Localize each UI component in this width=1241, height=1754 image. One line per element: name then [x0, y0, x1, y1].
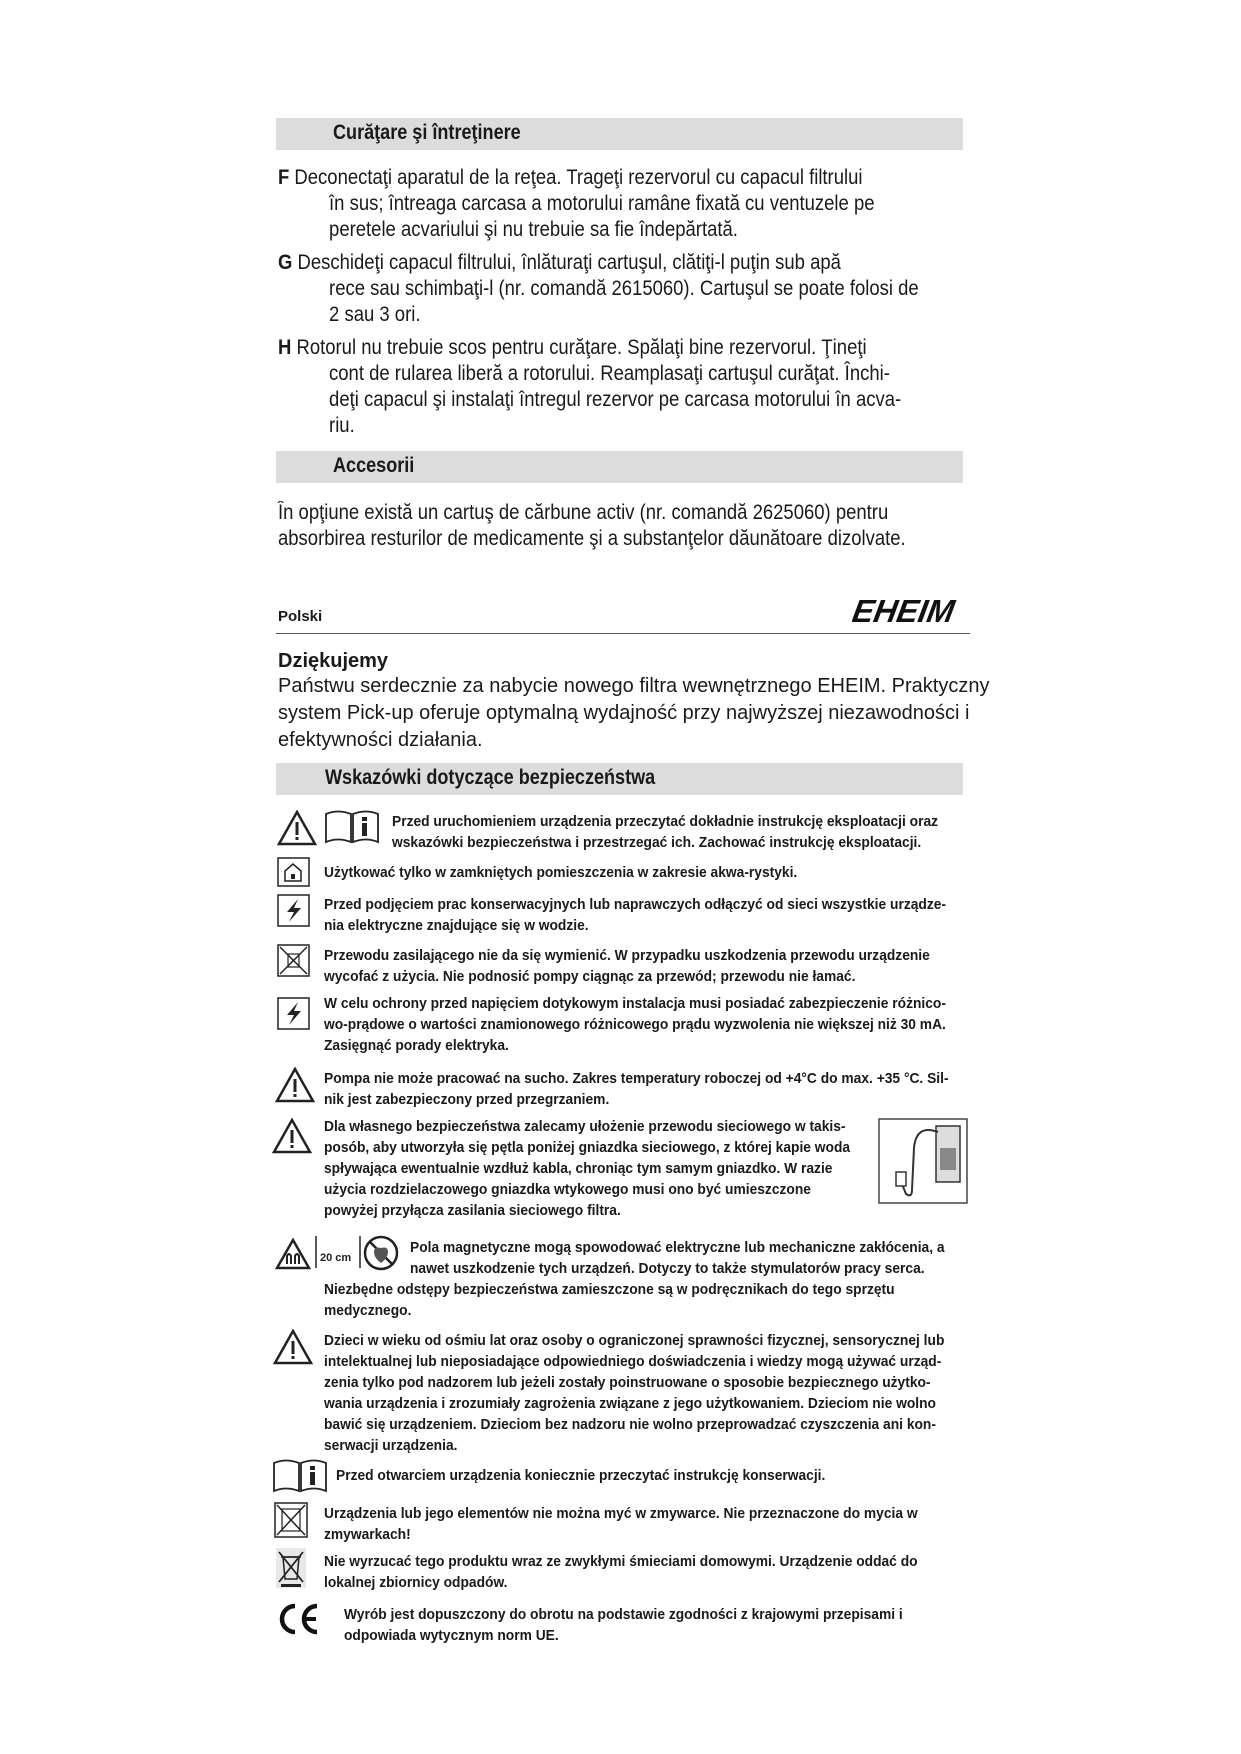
no-dishwasher-icon — [274, 1502, 308, 1538]
warning-icon — [277, 810, 317, 846]
thanks-text: Państwu serdecznie za nabycie nowego filtra wewnętrznego EHEIM. Praktyczny system Pick-up oferuje optymalną wydajność przy najwyższej niezawodności i efektywności działania. — [278, 675, 990, 751]
warning-text: Niezbędne odstępy bezpieczeństwa zamieszczone są w podręcznikach do tego sprzętu medycznego. — [324, 1281, 895, 1319]
no-cable-replace-icon — [277, 944, 310, 977]
warning-text: W celu ochrony przed napięciem dotykowym instalacja musi posiadać zabezpieczenie różnico- wo-prądowe o wartości znamionowego różnicowego prądu wyzwolenia nie większej niż 30 mA. Zasięgnąć porady elektryka. — [324, 995, 946, 1054]
warning-icon — [272, 1118, 312, 1154]
warning-text: Nie wyrzucać tego produktu wraz ze zwykłymi śmieciami domowymi. Urządzenie oddać do lokalnej zbiornicy odpadów. — [324, 1553, 918, 1591]
warning-text: Użytkować tylko w zamkniętych pomieszczenia w zakresie akwa-rystyki. — [324, 864, 798, 881]
warning-text: Pompa nie może pracować na sucho. Zakres temperatury roboczej od +4°C do max. +35 °C. Sil- nik jest zabezpieczony przed przegrzaniem. — [324, 1070, 949, 1108]
distance-marker — [313, 1234, 363, 1274]
warning-text: Przed otwarciem urządzenia koniecznie przeczytać instrukcję konserwacji. — [336, 1467, 826, 1484]
section-divider — [276, 633, 970, 634]
warning-text: Przed uruchomieniem urządzenia przeczytać dokładnie instrukcję eksploatacji oraz wskazówki bezpieczeństwa i przestrzegać ich. Zachować instrukcję eksploatacji. — [392, 813, 939, 851]
weee-bin-icon — [276, 1548, 306, 1588]
warning-text: Wyrób jest dopuszczony do obrotu na podstawie zgodności z krajowymi przepisami i odpowiada wytycznym norm UE. — [344, 1606, 903, 1644]
step-label: H — [278, 336, 292, 359]
warning-text: Urządzenia lub jego elementów nie można myć w zmywarce. Nie przeznaczone do mycia w zmywarkach! — [324, 1505, 918, 1543]
warning-text: Dla własnego bezpieczeństwa zalecamy ułożenie przewodu sieciowego w takis- posób, aby utworzyła się pętla poniżej gniazdka sieciowego, z której kapie woda spływająca ewentualnie wzdłuż kabla, chroniąc tym samym gniazdko. W razie użycia rozdzielaczowego gniazdka wtykowego musi ono być umieszczone powyżej przyłącza zasilania sieciowego filtra. — [324, 1118, 851, 1219]
warning-text: Przewodu zasilającego nie da się wymienić. W przypadku uszkodzenia przewodu urządzenie wycofać z użycia. Nie podnosić pompy ciągnąc za przewód; przewodu nie łamać. — [324, 947, 930, 985]
magnetic-field-icon — [362, 1234, 400, 1272]
accessories-text: În opţiune există un cartuş de cărbune activ (nr. comandă 2625060) pentru absorbirea resturilor de medicamente şi a substanţelor dăunătoare dizolvate. — [278, 501, 906, 550]
section-title-cleaning: Curăţare şi întreţinere — [333, 121, 521, 144]
manual-icon — [324, 808, 380, 844]
step-h: H Rotorul nu trebuie scos pentru curăţare. Spălaţi bine rezervorul. Ţineţi cont de rularea liberă a rotorului. Reamplasaţi cartuşul curăţat. Închi- deţi capacul şi instalaţi întregul rezervor pe carcasa motorului în acva- riu. — [278, 336, 902, 437]
eheim-logo — [852, 593, 972, 627]
language-label: Polski — [278, 608, 323, 625]
pacemaker-warning-icon — [275, 1238, 311, 1270]
unplug-icon — [277, 894, 310, 927]
section-header-accessories — [276, 451, 963, 483]
drip-loop-illustration — [878, 1118, 968, 1204]
section-header-cleaning — [276, 118, 963, 150]
section-title-safety: Wskazówki dotyczące bezpieczeństwa — [325, 766, 656, 789]
warning-text: Dzieci w wieku od ośmiu lat oraz osoby o ograniczonej sprawności fizycznej, sensorycznej lub intelektualnej lub nieposiadające odpowiedniego doświadczenia i wiedzy mogą używać urząd- zenia tylko pod nadzorem lub jeżeli zostały poinstruowane o sposobie bezpiecznego użytko- wania urządzenia i zrozumiały zagrożenia związane z jego użytkowaniem. Dzieciom nie wolno bawić się urządzeniem. Dzieciom bez nadzoru nie wolno przeprowadzać czyszczenia ani kon- serwacji urządzenia. — [324, 1332, 945, 1454]
step-label: G — [278, 251, 293, 274]
manual-icon — [272, 1457, 328, 1493]
step-label: F — [278, 166, 290, 189]
step-f: F Deconectaţi aparatul de la reţea. Trageţi rezervorul cu capacul filtrului în sus; întreaga carcasa a motorului ramâne fixată cu ventuzele pe peretele acvariului şi nu trebuie sa fie îndepărtată. — [278, 166, 875, 241]
warning-text: Pola magnetyczne mogą spowodować elektryczne lub mechaniczne zakłócenia, a nawet uszkodzenie tych urządzeń. Dotyczy to także stymulatorów pracy serca. — [410, 1239, 945, 1277]
warning-icon — [275, 1067, 315, 1103]
step-g: G Deschideţi capacul filtrului, înlăturaţi cartuşul, clătiţi-l puţin sub apă rece sau schimbaţi-l (nr. comandă 2615060). Cartuşul se poate folosi de 2 sau 3 ori. — [278, 251, 919, 326]
distance-label: 20 cm — [320, 1252, 352, 1264]
warning-text: Przed podjęciem prac konserwacyjnych lub naprawczych odłączyć od sieci wszystkie urządze- nia elektryczne znajdujące się w wodzie. — [324, 896, 947, 934]
logo-text: EHEIM — [852, 593, 958, 627]
ce-mark-icon — [276, 1602, 322, 1636]
section-header-safety — [276, 763, 963, 795]
warning-icon — [273, 1329, 313, 1365]
rcd-icon — [277, 997, 310, 1030]
thanks-title: Dziękujemy — [278, 650, 389, 672]
section-title-accessories: Accesorii — [333, 454, 415, 477]
indoor-use-icon — [277, 857, 310, 887]
